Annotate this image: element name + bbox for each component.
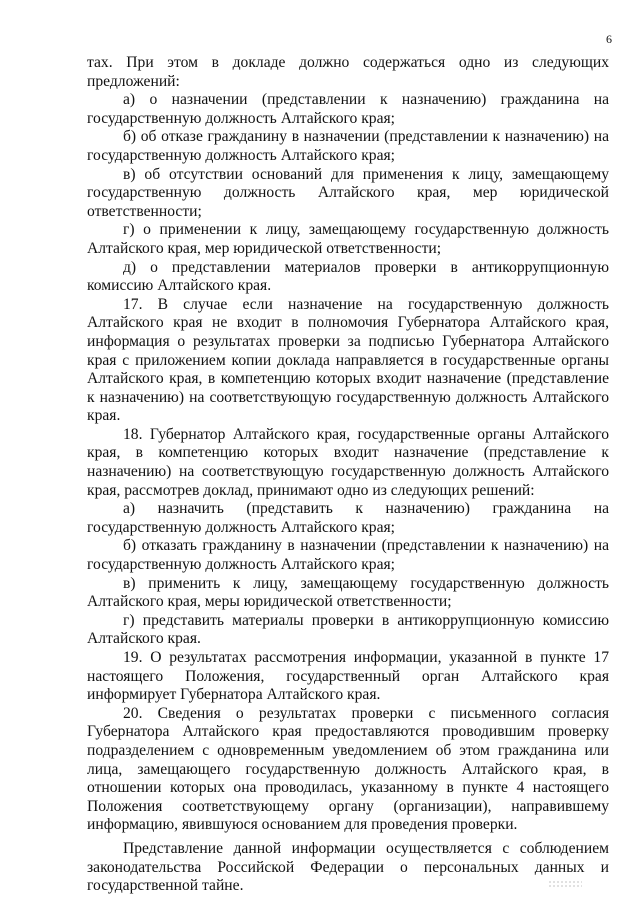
decision-item-a: а) назначить (представить к назначению) гражданина на государственную должность Алтайского края; xyxy=(87,500,609,536)
clause-17: 17. В случае если назначение на государственную должность Алтайского края не входит в полномочия Губернатора Алтайского края, информация о результатах проверки за подписью Губернатора Алтайского края с приложением копии доклада направляется в государственные органы Алтайского края, в компетенцию которых входит назначение (представление к назначению) на соответствующую государственную должность Алтайского края. xyxy=(87,295,609,425)
paragraph-continuation: тах. При этом в докладе должно содержаться одно из следующих предложений: xyxy=(87,54,609,90)
list-item-v: в) об отсутствии оснований для применения к лицу, замещающему государственную должность Алтайского края, мер юридической ответственности; xyxy=(87,165,609,220)
decision-item-v: в) применить к лицу, замещающему государственную должность Алтайского края, меры юридической ответственности; xyxy=(87,574,609,611)
clause-20: 20. Сведения о результатах проверки с письменного согласия Губернатора Алтайского края предоставляются проводившим проверку подразделением с одновременным уведомлением об этом гражданина или лица, замещающего государственную должность Алтайского края, в отношении которых она проводилась, указанному в пункте 4 настоящего Положения соответствующему органу (организации), направившему информацию, явившуюся основанием для проведения проверки. xyxy=(87,704,609,834)
clause-18: 18. Губернатор Алтайского края, государственные органы Алтайского края, в компетенцию которых входит назначение (представление к назначению) на соответствующую государственную должность Алтайского края, рассмотрев доклад, принимают одно из следующих решений: xyxy=(87,425,609,499)
clause-19: 19. О результатах рассмотрения информации, указанной в пункте 17 настоящего Положения, государственный орган Алтайского края информирует Губернатора Алтайского края. xyxy=(87,649,609,704)
list-item-a: а) о назначении (представлении к назначению) гражданина на государственную должность Алтайского края; xyxy=(87,91,609,127)
page-number: 6 xyxy=(606,32,612,46)
list-item-b: б) об отказе гражданину в назначении (представлении к назначению) на государственную должность Алтайского края; xyxy=(87,128,609,164)
document-body xyxy=(87,54,609,896)
decision-item-g: г) представить материалы проверки в антикоррупционную комиссию Алтайского края. xyxy=(87,611,609,648)
closing-paragraph: Представление данной информации осуществляется с соблюдением законодательства Российской Федерации о персональных данных и государственной тайне. xyxy=(87,839,609,895)
decision-item-b: б) отказать гражданину в назначении (представлении к назначению) на государственную должность Алтайского края; xyxy=(87,537,609,574)
list-item-g: г) о применении к лицу, замещающему государственную должность Алтайского края, мер юридической ответственности; xyxy=(87,221,609,257)
scan-speck xyxy=(548,880,582,888)
list-item-d: д) о представлении материалов проверки в антикоррупционную комиссию Алтайского края. xyxy=(87,258,609,295)
